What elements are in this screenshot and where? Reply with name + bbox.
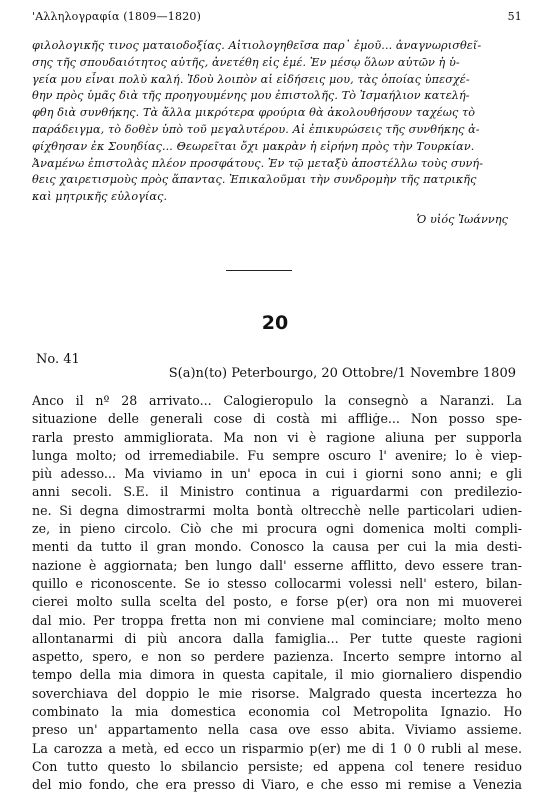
italian-line: quillo e riconoscente. Se io stesso collocarmi volessi nell' estero, bilan-: [32, 575, 522, 591]
italian-line: tempo della mia dimora in questa capitale, il mio giornaliero dispendio: [32, 667, 522, 683]
italian-line: nazione è aggiornata; ben lungo dall' esserne afflitto, devo essere tran-: [32, 557, 522, 573]
greek-line: φθη διὰ συνθήκης. Τὰ ἄλλα μικρότερα φρούρια θὰ ἀκολουθήσουν ταχέως τὸ: [32, 106, 476, 120]
running-head: [32, 10, 522, 28]
greek-line: καὶ μητρικῆς εὐλογίας.: [32, 190, 168, 204]
italian-letter-text: [32, 392, 522, 795]
italian-line: menti da tutto il gran mondo. Conosco la causa per cui la mia desti-: [32, 539, 522, 555]
italian-line: soverchiava del doppio le mie risorse. Malgrado questa incertezza ho: [32, 685, 522, 701]
italian-line: La carozza a metà, ed ecco un risparmio p(er) me di 1 0 0 rubli al mese.: [32, 740, 522, 756]
italian-line: Anco il nº 28 arrivato... Calogieropulo la consegnò a Naranzi. La: [32, 393, 522, 408]
italian-line: rarla presto ammigliorata. Ma non vi è ragione aliuna per supporla: [32, 429, 522, 445]
running-title: 'Αλληλογραφία (1809—1820): [32, 10, 202, 23]
greek-line: σης τῆς σπουδαιότητος αὐτῆς, ἀνετέθη εἰς ἐμέ. Ἐν μέσῳ ὅλων αὐτῶν ἡ ὑ-: [32, 55, 460, 69]
greek-line: θην πρὸς ὑμᾶς διὰ τῆς προηγουμένης μου ἐπιστολῆς. Τὸ Ἰσμαήλιον κατελή-: [32, 89, 470, 103]
greek-line: Ἀναμένω ἐπιστολὰς πλέον προσφάτους. Ἐν τῷ μεταξὺ ἀποστέλλω τοὺς συνή-: [32, 156, 484, 170]
italian-line: più adesso... Ma viviamo in un' epoca in cui i giorni sono anni; e gli: [32, 466, 522, 482]
greek-line: φιλολογικῆς τινος ματαιοδοξίας. Αἰτιολογηθεῖσα παρ᾽ ἐμοῦ... ἀναγνωρισθεῖ-: [32, 39, 482, 52]
italian-line: situazione delle generali cose di costà mi affliġe... Non posso spe-: [32, 411, 522, 427]
italian-line: Con tutto questo lo sbilancio persiste; ed appena col tenere residuo: [32, 758, 522, 774]
italian-line: anni secoli. S.E. il Ministro continua a riguardarmi con predilezio-: [32, 484, 522, 500]
italian-line: preso un' appartamento nella casa ove esso abita. Viviamo assieme.: [32, 722, 522, 738]
greek-line: γεία μου εἶναι πολὺ καλή. Ἰδοὺ λοιπὸν αἱ εἰδήσεις μου, τὰς ὁποίας ὑπεσχέ-: [32, 72, 470, 86]
letter-dateline: S(a)n(to) Peterbourgo, 20 Ottobre/1 Novembre 1809: [168, 366, 516, 381]
italian-line: combinato la mia domestica economia col Metropolita Ignazio. Ho: [32, 704, 522, 720]
italian-line: ze, in pieno circolo. Ciò che mi procura ogni domenica molti compli-: [32, 521, 522, 537]
italian-line: del mio fondo, che era presso di Viaro, e che esso mi remise a Venezia: [32, 777, 522, 793]
greek-line: θεις χαιρετισμοὺς πρὸς ἅπαντας. Ἐπικαλοῦμαι τὴν συνδρομὴν τῆς πατρικῆς: [32, 173, 477, 187]
greek-line: παράδειγμα, τὸ δοθὲν ὑπὸ τοῦ μεγαλυτέρου. Αἱ ἐπικυρώσεις τῆς συνθήκης ἀ-: [32, 122, 480, 136]
greek-letter-text: [32, 38, 522, 229]
italian-line: cierei molto sulla scelta del posto, e forse p(er) ora non mi muoverei: [32, 594, 522, 610]
greek-line: φίχθησαν ἐκ Σουηδίας... Θεωρεῖται ὄχι μακρὰν ἡ εἰρήνη πρὸς τὴν Τουρκίαν.: [32, 139, 475, 153]
italian-line: dal mio. Per troppa fretta non mi conviene mal cominciare; molto meno: [32, 612, 522, 628]
section-divider: [226, 270, 292, 271]
italian-line: aspetto, spero, e non so perdere pazienza. Incerto sempre intorno al: [32, 649, 522, 665]
italian-line: ne. Si degna dimostrarmi molta bontà oltrecchè nelle particolari udien-: [32, 502, 522, 518]
italian-line: lunga molto; od irremediabile. Fu sempre oscuro l' avenire; lo è viep-: [32, 447, 522, 463]
document-number-label: No. 41: [36, 352, 80, 367]
letter-number-heading: 20: [261, 312, 289, 334]
italian-line: allontanarmi di più ancora dalla famiglia... Per tutte queste ragioni: [32, 630, 522, 646]
page-number: 51: [507, 10, 522, 23]
greek-signature: Ὁ υἱός Ἰωάννης: [416, 212, 508, 226]
